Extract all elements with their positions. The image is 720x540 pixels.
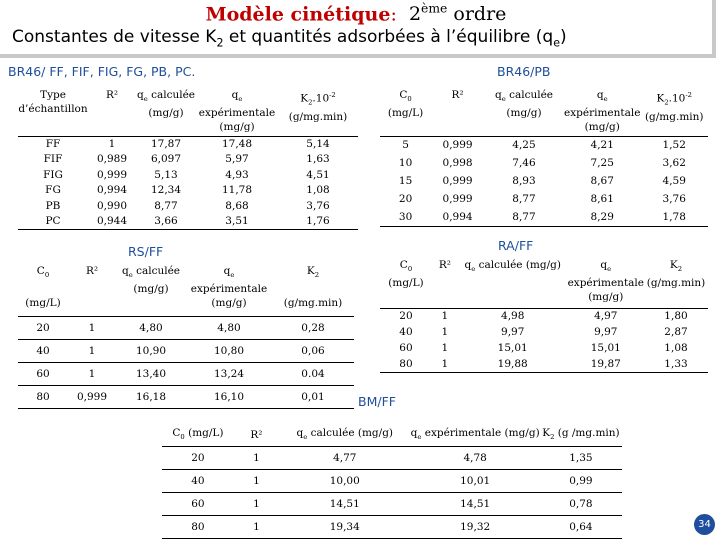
table-cell: PC xyxy=(18,214,88,230)
table-row xyxy=(380,154,708,172)
table-cell: 4,77 xyxy=(279,446,410,469)
table-cell: 17,48 xyxy=(221,138,253,150)
table-cell: 40 xyxy=(18,339,68,362)
table-cell: 8,77 xyxy=(512,193,536,205)
table-cell: 4,25 xyxy=(512,139,536,152)
table-row xyxy=(380,190,708,208)
table-cell: 0,994 xyxy=(431,208,484,226)
table-cell: 15,01 xyxy=(590,342,621,354)
table-cell: 30 xyxy=(380,208,431,226)
table-cell: 4,80 xyxy=(186,316,272,339)
table-cell: 8,29 xyxy=(564,208,640,226)
table-row xyxy=(162,446,622,469)
table-row xyxy=(18,198,358,214)
table-row xyxy=(380,172,708,190)
table-ra-ff xyxy=(380,258,708,373)
table-row xyxy=(18,152,358,168)
table-cell: 1 xyxy=(68,316,116,339)
table-cell: 4,97 xyxy=(594,310,618,323)
table-row xyxy=(380,308,708,324)
table-cell: 80 xyxy=(162,515,234,538)
table-cell: 10,90 xyxy=(116,339,186,362)
table-row xyxy=(162,515,622,538)
table-row xyxy=(380,356,708,372)
title-main: Modèle cinétique xyxy=(205,3,391,26)
table-cell: 80 xyxy=(18,385,68,408)
col-header-type: Type d’échantillon xyxy=(18,88,88,136)
col-header-r2: R² xyxy=(88,88,136,136)
table-cell: 0,78 xyxy=(540,492,622,515)
table-cell: 3,66 xyxy=(136,214,196,230)
table-cell: 5,97 xyxy=(225,153,249,166)
table-cell: 0,999 xyxy=(442,175,473,187)
table-cell: 0,999 xyxy=(442,193,473,205)
table-cell: PB xyxy=(45,199,61,212)
table-cell: 1,08 xyxy=(306,184,330,197)
col-header-c0: $C_0$ (mg/L) xyxy=(162,424,234,446)
table-row xyxy=(18,167,358,183)
table-cell: 10,00 xyxy=(279,469,410,492)
title-separator: : xyxy=(390,3,397,26)
table-rs-ff xyxy=(18,264,354,409)
table-cell: 9,97 xyxy=(594,326,618,338)
table-cell: 5,13 xyxy=(154,168,178,181)
col-header-qe-calc: $q_e$ calculée (mg/g) xyxy=(458,258,568,308)
table-cell: 0,999 xyxy=(68,385,116,408)
table-cell: 10,01 xyxy=(410,469,539,492)
col-header-qe-calc: $q_e$ calculée (mg/g) xyxy=(116,264,186,316)
table-cell: 13,40 xyxy=(116,362,186,385)
table-cell: 4,93 xyxy=(225,168,249,181)
table-cell: 3,62 xyxy=(662,157,686,169)
table-cell: 19,32 xyxy=(410,515,539,538)
table-cell: 7,46 xyxy=(512,157,536,169)
slide-subtitle xyxy=(12,27,567,49)
table-cell: 8,61 xyxy=(590,193,614,205)
table-cell: 17,87 xyxy=(150,138,182,150)
table-cell: 0.04 xyxy=(272,362,354,385)
table-cell: 6,097 xyxy=(150,153,182,166)
table-cell: 14,51 xyxy=(410,492,539,515)
table-cell: 40 xyxy=(399,326,413,338)
table-cell: 1,76 xyxy=(278,214,358,230)
table-cell: 16,18 xyxy=(116,385,186,408)
table-cell: 8,68 xyxy=(225,199,249,212)
table-cell: 20 xyxy=(162,446,234,469)
table-br46-pb xyxy=(380,88,708,227)
table-row xyxy=(162,469,622,492)
title-order xyxy=(409,3,506,25)
table-cell: 3,51 xyxy=(196,214,278,230)
table-bm-ff xyxy=(162,424,622,539)
subtitle-pre: Constantes de vitesse K xyxy=(12,27,217,47)
table-row xyxy=(162,492,622,515)
table-cell: 0,999 xyxy=(442,139,473,152)
col-header-r2: R² xyxy=(431,88,484,136)
table-cell: 1 xyxy=(432,356,458,372)
table-cell: 1 xyxy=(68,339,116,362)
table-row xyxy=(18,183,358,199)
table-cell: 0,994 xyxy=(96,184,128,197)
table-cell: 10,80 xyxy=(186,339,272,362)
table-cell: 60 xyxy=(162,492,234,515)
title-order-word: ordre xyxy=(453,3,507,26)
table-cell: 0,06 xyxy=(272,339,354,362)
table-cell: 1 xyxy=(108,138,116,150)
table-br46 xyxy=(18,88,358,230)
table-row xyxy=(18,316,354,339)
table-cell: 40 xyxy=(162,469,234,492)
table-cell: 0,64 xyxy=(540,515,622,538)
table-cell: 12,34 xyxy=(150,184,182,197)
table-cell: 20 xyxy=(398,193,413,205)
table-cell: 4,98 xyxy=(501,310,525,323)
table-row xyxy=(18,136,358,152)
col-header-r2: R² xyxy=(234,424,279,446)
table-cell: 60 xyxy=(18,362,68,385)
table-row xyxy=(380,324,708,340)
table-cell: 1,80 xyxy=(664,310,688,323)
table-cell: 10 xyxy=(398,157,413,169)
table-cell: 9,97 xyxy=(501,326,525,338)
table-cell: 1 xyxy=(441,310,449,323)
table-cell: 5,14 xyxy=(306,138,330,150)
table-row xyxy=(380,340,708,356)
table-cell: 5 xyxy=(402,139,409,152)
title-order-sup: ème xyxy=(421,2,448,16)
table-row xyxy=(18,362,354,385)
table-cell: 0,990 xyxy=(96,199,128,212)
col-header-k2: $K_2$ (g /mg.min) xyxy=(540,424,622,446)
table-cell: 19,88 xyxy=(458,356,568,372)
table-cell: FIG xyxy=(43,168,63,181)
col-header-c0: $C_0$ (mg/L) xyxy=(380,88,431,136)
col-header-r2: R² xyxy=(68,264,116,316)
col-header-k2: $K_2$ (g/mg.min) xyxy=(272,264,354,316)
table-cell: FIF xyxy=(43,153,63,166)
table-cell: 20 xyxy=(18,316,68,339)
table-cell: 19,34 xyxy=(279,515,410,538)
col-header-k2: $K_2$ (g/mg.min) xyxy=(644,258,708,308)
table-row xyxy=(18,214,358,230)
col-header-qe-calc: $q_e$ calculée (mg/g) xyxy=(279,424,410,446)
table-cell: 0,999 xyxy=(96,168,128,181)
label-ra-ff: RA/FF xyxy=(498,238,534,253)
col-header-qe-exp: $q_e$ expérimentale (mg/g) xyxy=(568,258,644,308)
slide-title xyxy=(0,2,712,25)
table-row xyxy=(18,385,354,408)
table-cell: 80 xyxy=(380,356,432,372)
subtitle-post: ) xyxy=(560,27,567,47)
table-cell: 1,35 xyxy=(540,446,622,469)
table-cell: 8,93 xyxy=(512,175,536,187)
table-cell: 0,01 xyxy=(272,385,354,408)
table-cell: 8,77 xyxy=(154,199,178,212)
table-cell: 1 xyxy=(441,342,449,354)
col-header-qe-exp: $q_e$ expérimentale (mg/g) xyxy=(564,88,640,136)
table-cell: 8,77 xyxy=(484,208,564,226)
table-cell: 15 xyxy=(398,175,413,187)
table-cell: 13,24 xyxy=(186,362,272,385)
table-cell: 1,52 xyxy=(662,139,686,152)
table-cell: 4,51 xyxy=(306,168,330,181)
col-header-k2: $K_2.10^{-2}$ (g/mg.min) xyxy=(640,88,708,136)
table-cell: 2,87 xyxy=(664,326,688,338)
col-header-c0: $C_0$ (mg/L) xyxy=(18,264,68,316)
table-cell: 1,63 xyxy=(306,153,330,166)
table-cell: 0,989 xyxy=(96,153,128,166)
table-cell: 4,59 xyxy=(662,175,686,187)
table-cell: 1,78 xyxy=(640,208,708,226)
col-header-k2: $K_2.10^{-2}$ (g/mg.min) xyxy=(278,88,358,136)
table-cell: 8,67 xyxy=(590,175,614,187)
label-rs-ff: RS/FF xyxy=(128,244,164,259)
table-cell: FF xyxy=(45,138,61,150)
table-cell: 15,01 xyxy=(497,342,528,354)
table-cell: 0,944 xyxy=(88,214,136,230)
table-cell: 7,25 xyxy=(590,157,614,169)
label-br46-pb: BR46/PB xyxy=(497,64,551,79)
col-header-c0: $C_0$ (mg/L) xyxy=(380,258,432,308)
table-cell: 4,80 xyxy=(116,316,186,339)
table-cell: 0,998 xyxy=(442,157,473,169)
table-cell: 1 xyxy=(441,326,449,338)
table-cell: 1 xyxy=(234,446,279,469)
col-header-qe-exp: $q_e$ expérimentale (mg/g) xyxy=(410,424,539,446)
table-cell: 4,78 xyxy=(410,446,539,469)
label-bm-ff: BM/FF xyxy=(358,394,396,409)
table-row xyxy=(380,136,708,154)
table-cell: 0,99 xyxy=(540,469,622,492)
table-row xyxy=(18,339,354,362)
table-cell: 1,33 xyxy=(644,356,708,372)
table-cell: 1 xyxy=(234,515,279,538)
subtitle-q-sub: e xyxy=(553,36,560,50)
table-row xyxy=(380,208,708,226)
table-cell: FG xyxy=(45,184,61,197)
subtitle-mid: et quantités adsorbées à l’équilibre (q xyxy=(223,27,554,47)
col-header-qe-exp: $q_e$ expérimentale (mg/g) xyxy=(196,88,278,136)
table-cell: 1 xyxy=(234,469,279,492)
table-cell: 60 xyxy=(399,342,413,354)
title-order-number: 2 xyxy=(408,3,422,26)
table-cell: 4,21 xyxy=(590,139,614,152)
table-cell: 1 xyxy=(68,362,116,385)
table-cell: 1 xyxy=(234,492,279,515)
table-cell: 19,87 xyxy=(568,356,644,372)
table-cell: 20 xyxy=(399,310,413,323)
subtitle-k-sub: 2 xyxy=(216,36,224,50)
table-cell: 16,10 xyxy=(186,385,272,408)
table-cell: 11,78 xyxy=(221,184,253,197)
col-header-qe-calc: $q_e$ calculée (mg/g) xyxy=(484,88,564,136)
table-cell: 1,08 xyxy=(664,342,688,354)
slide-header xyxy=(0,0,716,58)
table-cell: 14,51 xyxy=(279,492,410,515)
table-cell: 3,76 xyxy=(662,193,686,205)
table-cell: 0,28 xyxy=(272,316,354,339)
col-header-qe-exp: $q_e$ expérimentale (mg/g) xyxy=(186,264,272,316)
page-number: 34 xyxy=(694,514,715,535)
table-cell: 3,76 xyxy=(306,199,330,212)
col-header-qe-calc: $q_e$ calculée (mg/g) xyxy=(136,88,196,136)
label-br46-all: BR46/ FF, FIF, FIG, FG, PB, PC. xyxy=(8,64,196,79)
col-header-r2: R² xyxy=(432,258,458,308)
